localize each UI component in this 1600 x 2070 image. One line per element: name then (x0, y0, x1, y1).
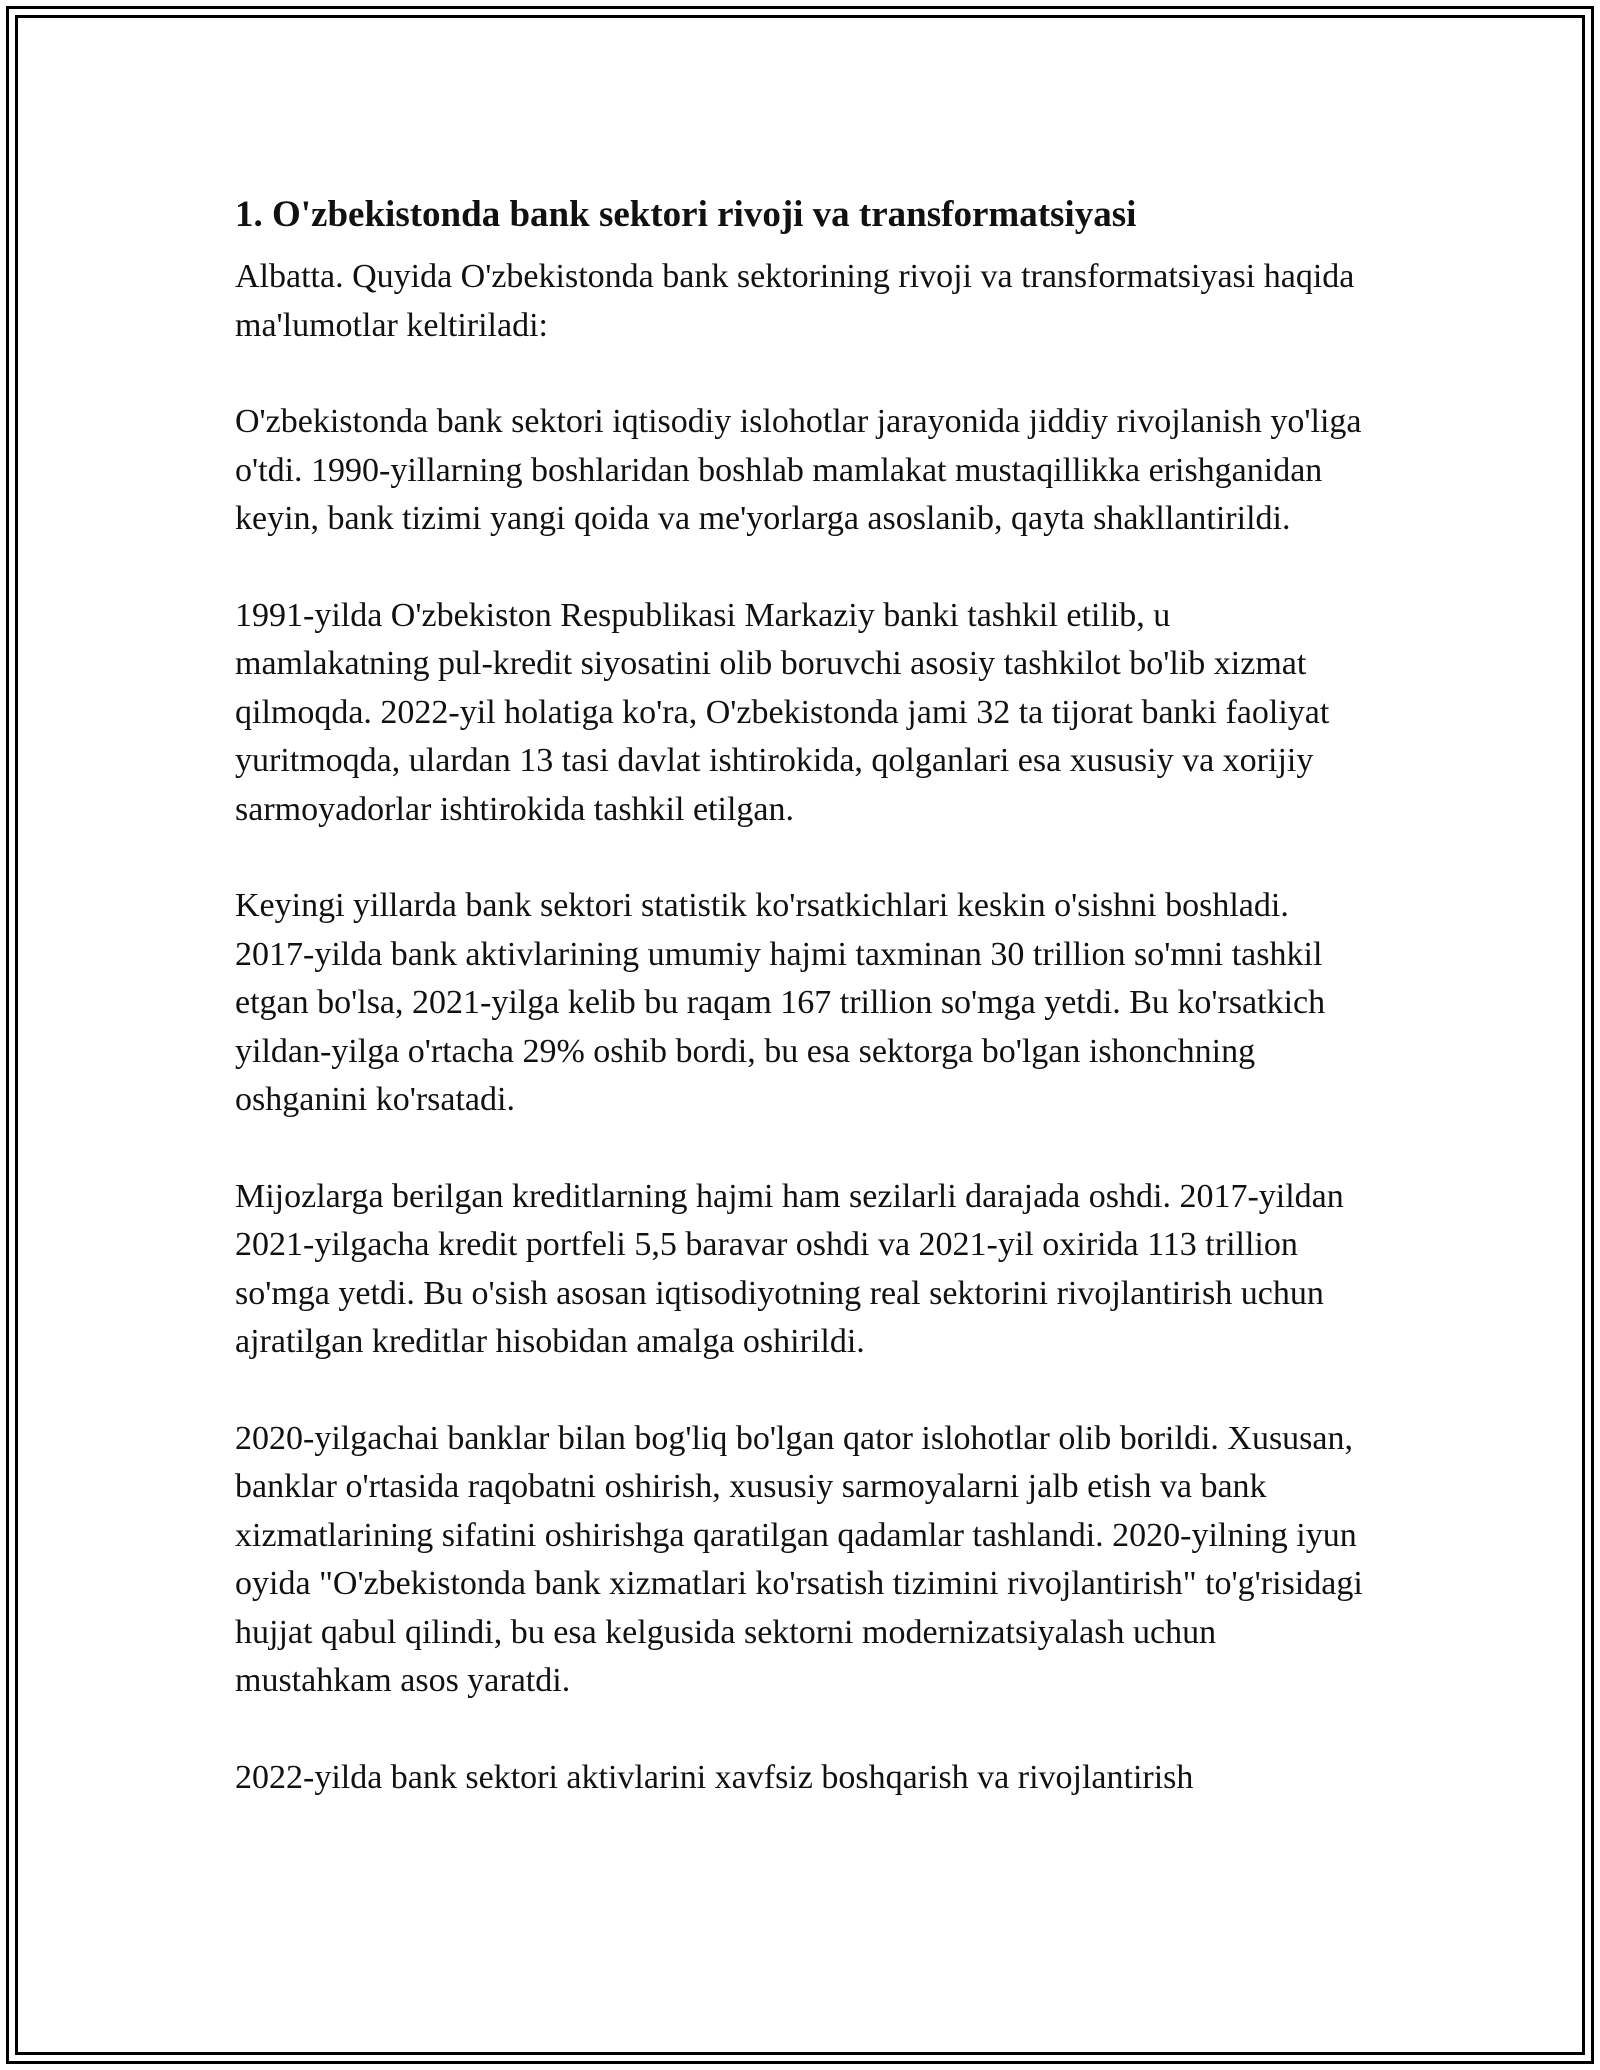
document-body (235, 185, 1365, 1850)
paragraph-central-bank: 1991-yilda O'zbekiston Respublikasi Markaziy banki tashkil etilib, u mamlakatning pul-kredit siyosatini olib boruvchi asosiy tashkilot bo'lib xizmat qilmoqda. 2022-yil holatiga ko'ra, O'zbekistonda jami 32 ta tijorat banki faoliyat yuritmoqda, ulardan 13 tasi davlat ishtirokida, qolganlari esa xususiy va xorijiy sarmoyadorlar ishtirokida tashkil etilgan. (235, 596, 1330, 828)
paragraph-credit-growth: Mijozlarga berilgan kreditlarning hajmi ham sezilarli darajada oshdi. 2017-yildan 2021-yilgacha kredit portfeli 5,5 baravar oshdi va 2021-yil oxirida 113 trillion so'mga yetdi. Bu o'sish asosan iqtisodiyotning real sektorini rivojlantirish uchun ajratilgan kreditlar hisobidan amalga oshirildi. (235, 1177, 1344, 1360)
paragraph-intro: Albatta. Quyida O'zbekistonda bank sektorining rivoji va transformatsiyasi haqida ma'lumotlar keltiriladi: (235, 258, 1355, 344)
paragraph-reforms: 2020-yilgachai banklar bilan bog'liq bo'lgan qator islohotlar olib borildi. Xususan, banklar o'rtasida raqobatni oshirish, xususiy sarmoyalarni jalb etish va bank xizmatlarining sifatini oshirishga qaratilgan qadamlar tashlandi. 2020-yilning iyun oyida "O'zbekistonda bank xizmatlari ko'rsatish tizimini rivojlantirish" to'g'risidagi hujjat qabul qilindi, bu esa kelgusida sektorni modernizatsiyalash uchun mustahkam asos yaratdi. (235, 1419, 1363, 1699)
paragraph-asset-growth: Keyingi yillarda bank sektori statistik ko'rsatkichlari keskin o'sishni boshladi. 2017-yilda bank aktivlarining umumiy hajmi taxminan 30 trillion so'mni tashkil etgan bo'lsa, 2021-yilga kelib bu raqam 167 trillion so'mga yetdi. Bu ko'rsatkich yildan-yilga o'rtacha 29% oshib bordi, bu esa sektorga bo'lgan ishonchning oshganini ko'rsatadi. (235, 887, 1326, 1118)
paragraph-history: O'zbekistonda bank sektori iqtisodiy islohotlar jarayonida jiddiy rivojlanish yo'liga o'tdi. 1990-yillarning boshlaridan boshlab mamlakat mustaqillikka erishganidan keyin, bank tizimi yangi qoida va me'yorlarga asoslanib, qayta shakllantirildi. (235, 403, 1362, 537)
page-title: 1. O'zbekistonda bank sektori rivoji va transformatsiyasi (235, 194, 1137, 235)
paragraph-2022: 2022-yilda bank sektori aktivlarini xavfsiz boshqarish va rivojlantirish (235, 1758, 1194, 1796)
